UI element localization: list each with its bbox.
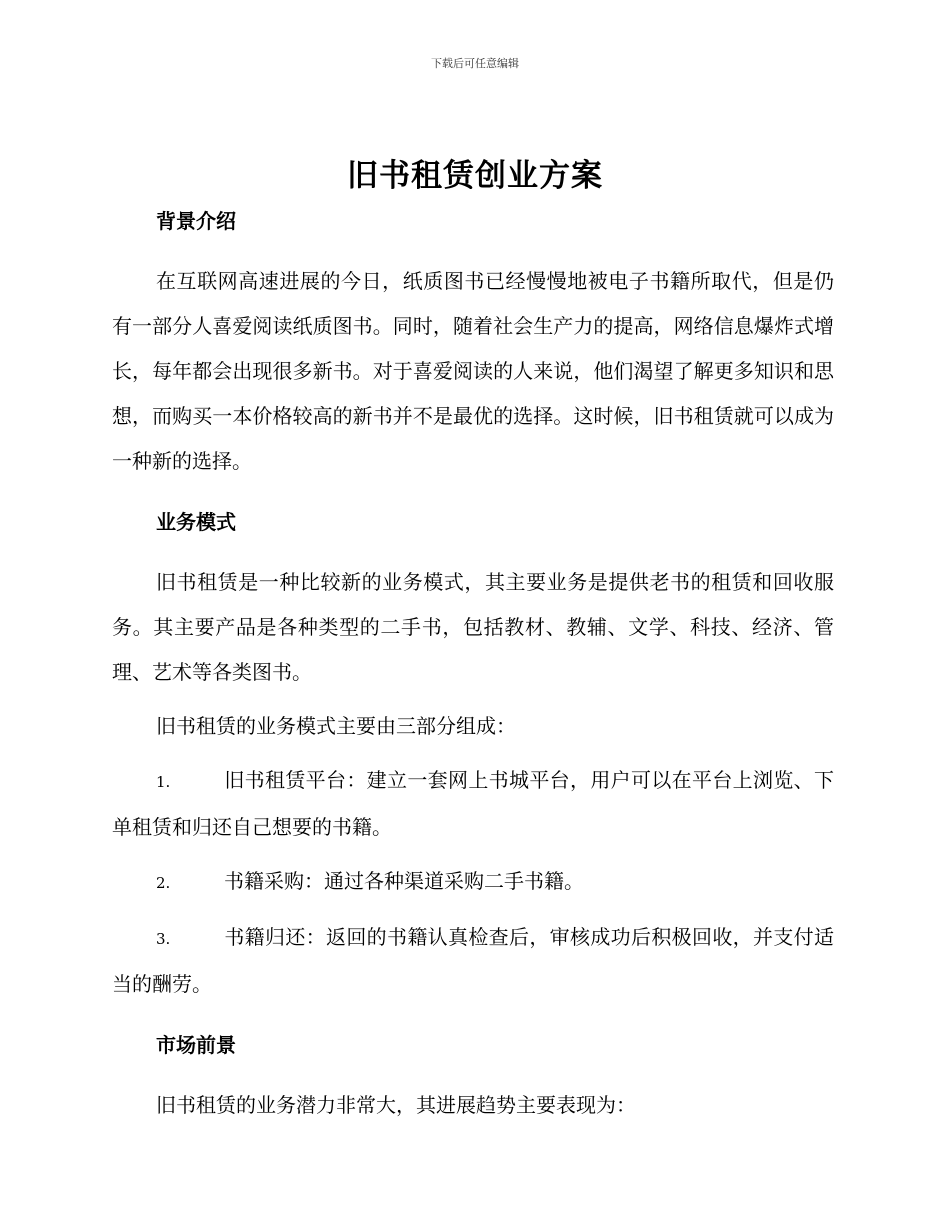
list-item-number: 3. [156, 930, 171, 948]
list-item [112, 859, 834, 906]
market-paragraph: 旧书租赁的业务潜力非常大，其进展趋势主要表现为： [156, 1093, 636, 1117]
business-model-paragraph-1: 旧书租赁是一种比较新的业务模式，其主要业务是提供老书的租赁和回收服务。其主要产品是各种类型的二手书，包括教材、教辅、文学、科技、经济、管理、艺术等各类图书。 [112, 570, 834, 684]
section-heading-market: 市场前景 [156, 1033, 236, 1057]
list-item-text: 旧书租赁平台：建立一套网上书城平台，用户可以在平台上浏览、下单租赁和归还自己想要的书籍。 [112, 768, 834, 839]
list-item [112, 915, 834, 1007]
list-item [112, 758, 834, 850]
list-item-number: 1. [156, 773, 171, 791]
business-model-paragraph-2: 旧书租赁的业务模式主要由三部分组成： [156, 714, 516, 738]
list-item-number: 2. [156, 874, 171, 892]
document-title: 旧书租赁创业方案 [347, 158, 603, 194]
section-heading-background: 背景介绍 [156, 209, 236, 233]
background-paragraph: 在互联网高速进展的今日，纸质图书已经慢慢地被电子书籍所取代，但是仍有一部分人喜爱阅读纸质图书。同时，随着社会生产力的提高，网络信息爆炸式增长，每年都会出现很多新书。对于喜爱阅读的人来说，他们渴望了解更多知识和思想，而购买一本价格较高的新书并不是最优的选择。这时候，旧书租赁就可以成为一种新的选择。 [112, 269, 834, 473]
document-body [112, 205, 834, 1128]
list-item-text: 书籍归还：返回的书籍认真检查后，审核成功后积极回收，并支付适当的酬劳。 [112, 925, 834, 996]
header-note: 下载后可任意编辑 [431, 57, 519, 70]
section-heading-business-model: 业务模式 [156, 510, 236, 534]
list-item-text: 书籍采购：通过各种渠道采购二手书籍。 [224, 869, 584, 893]
